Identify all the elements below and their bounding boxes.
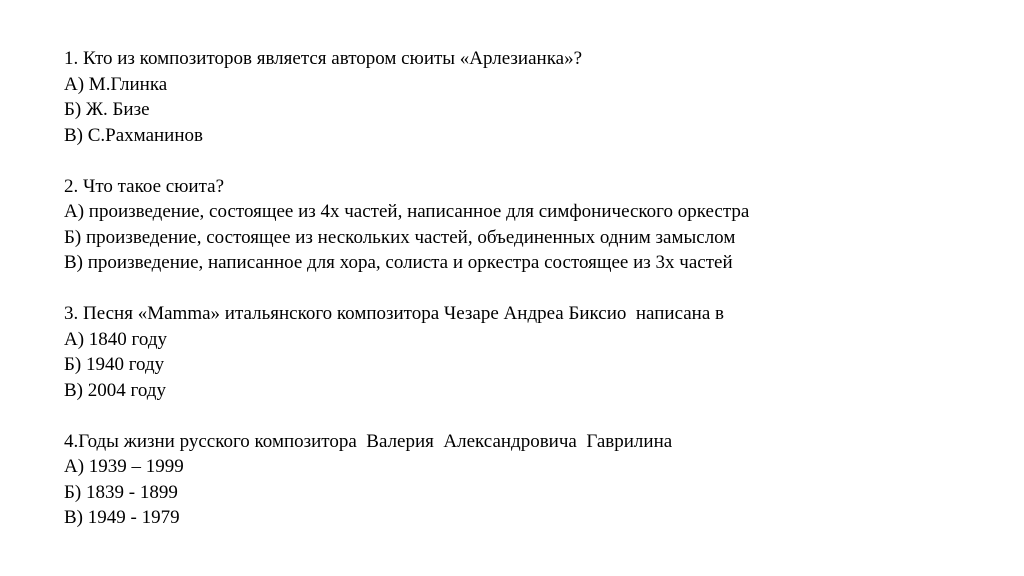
answer-option-c: В) произведение, написанное для хора, солиста и оркестра состоящее из 3х частей <box>64 252 733 273</box>
question-text: 3. Песня «Mamma» итальянского композитора Чезаре Андреа Биксио написана в <box>64 303 724 324</box>
question-4 <box>64 429 1004 531</box>
answer-option-b: Б) 1839 - 1899 <box>64 481 178 503</box>
answer-option-a: А) 1939 – 1999 <box>64 456 184 477</box>
question-text: 1. Кто из композиторов является автором сюиты «Арлезианка»? <box>64 48 583 69</box>
answer-option-c: В) 1949 - 1979 <box>64 507 180 528</box>
question-2 <box>64 174 1004 276</box>
answer-option-c: В) С.Рахманинов <box>64 124 203 146</box>
question-text: 2. Что такое сюита? <box>64 175 224 197</box>
answer-option-a: А) 1840 году <box>64 328 167 350</box>
answer-option-a: А) М.Глинка <box>64 73 168 95</box>
question-text: 4.Годы жизни русского композитора Валерия Александровича Гаврилина <box>64 430 673 452</box>
question-1 <box>64 46 1004 148</box>
answer-option-c: В) 2004 году <box>64 379 166 401</box>
answer-option-a: А) произведение, состоящее из 4х частей, написанное для симфонического оркестра <box>64 201 750 222</box>
answer-option-b: Б) Ж. Бизе <box>64 99 150 120</box>
answer-option-b: Б) 1940 году <box>64 354 165 375</box>
quiz-document <box>64 46 1004 556</box>
question-3 <box>64 301 1004 403</box>
answer-option-b: Б) произведение, состоящее из нескольких частей, объединенных одним замыслом <box>64 226 736 248</box>
